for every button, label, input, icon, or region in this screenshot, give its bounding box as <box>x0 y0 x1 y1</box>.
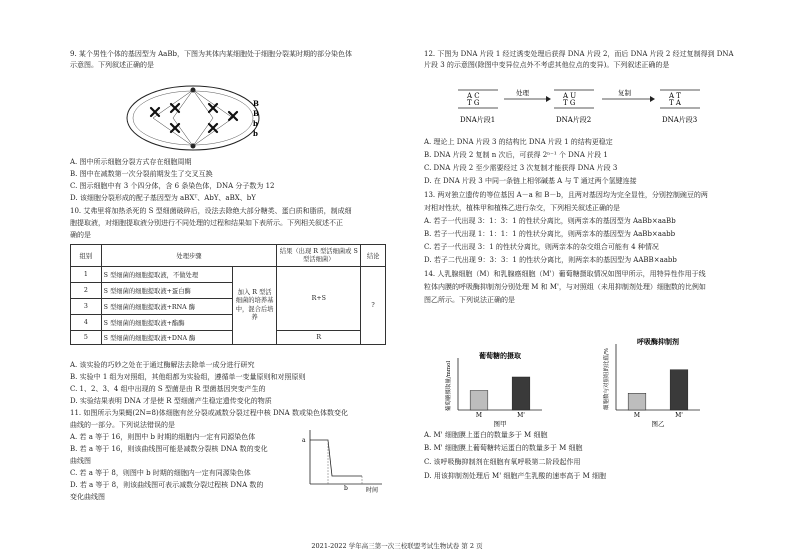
table-row-1-group: 1 <box>71 267 102 283</box>
seg3-label: DNA片段3 <box>662 116 698 124</box>
chart-respiratory-inhibitor <box>590 332 710 428</box>
bar-1 <box>470 391 488 411</box>
seg2-label: DNA片段2 <box>556 116 592 124</box>
page-footer: 2021-2022 学年高三第一次三校联盟考试生物试卷 第 2 页 <box>311 542 483 550</box>
q11-stem-2: 曲线的一部分。下列说法错误的是 <box>70 421 175 429</box>
q12-stem-2: 片段 3 的示意图(除图中变异位点外不考虑其他位点的变异)。下列叙述正确的是 <box>424 61 670 69</box>
q10-stem-2: 胞提取液，对细胞提取液分别进行不同处理的过程和结果如下表所示。下列相关叙述不正 <box>70 219 343 227</box>
q14-option-d: D. 用该抑制剂处理后 M' 细胞产生乳酸的速率高于 M 细胞 <box>424 472 606 480</box>
seg3-bottom: T A <box>669 99 681 107</box>
q12-stem: 12. 下图为 DNA 片段 1 经过诱变处理后获得 DNA 片段 2，而后 DNA 片段 2 经过复制得到 DNA <box>424 50 734 58</box>
q10-option-c: C. 1、2、3、4 组中出现的 S 型菌是由 R 型菌基因突变产生的 <box>70 385 266 393</box>
curve-label-a: a <box>302 437 306 444</box>
table-header-result: 结果（出现 R 型活细菌或 S 型活细菌） <box>277 245 361 267</box>
table-merged-step: 加入 R 型活细菌的培养基中，混合后培养 <box>232 267 277 345</box>
q13-option-b: B. 若子一代出现 1：1：1：1 的性状分离比，则两亲本的基因型为 AaBb×aabb <box>424 230 676 238</box>
q11-option-d: D. 若 a 等于 8，则该曲线图可表示减数分裂过程核 DNA 数的 <box>70 481 264 489</box>
q11-stem: 11. 如图所示为果蝇(2N=8)体细胞有丝分裂或减数分裂过程中核 DNA 数或染色体数变化 <box>70 409 348 417</box>
y-axis-label: 细胞数与对照组的比值/% <box>604 347 610 411</box>
q14-option-c: C. 该呼吸酶抑制剂在细胞有氧呼吸第二阶段起作用 <box>424 458 581 466</box>
seg3-top: A T <box>669 92 681 100</box>
x-tick-label-1: M <box>475 412 483 419</box>
table-row-2-step: S 型细菌的细胞提取液+蛋白酶 <box>101 283 232 299</box>
table-row-2-group: 2 <box>71 283 102 299</box>
q9-option-c: C. 图示细胞中有 3 个四分体，含 6 条染色体，DNA 分子数为 12 <box>70 182 275 190</box>
x-tick-label-1: M <box>633 412 641 419</box>
arrow-label-process: 处理 <box>516 89 529 97</box>
bar-1 <box>628 393 646 410</box>
label-b3: b <box>253 119 258 128</box>
bar-2 <box>670 370 688 410</box>
curve-label-time: 时间 <box>366 487 379 494</box>
q10-option-a: A. 该实验的巧妙之处在于通过酶解法去除单一成分进行研究 <box>70 361 255 369</box>
q14-stem: 14. 人乳腺细胞（M）和乳腺癌细胞（M'）葡萄糖摄取情况如图甲所示，用特异性作用于线 <box>424 270 706 278</box>
q10-option-d: D. 实验结果表明 DNA 才是使 R 型细菌产生稳定遗传变化的物质 <box>70 397 272 405</box>
chart-glucose-uptake <box>432 346 552 428</box>
q10-stem-3: 确的是 <box>70 231 91 239</box>
q9-stem-2: 示意图。下列叙述正确的是 <box>70 61 154 69</box>
chart-title: 呼吸酶抑制剂 <box>637 337 679 346</box>
x-tick-label-2: M' <box>675 412 683 419</box>
x-tick-label-2: M' <box>517 412 525 419</box>
q11-option-a: A. 若 a 等于 16，则图中 b 时期的细胞内一定有同源染色体 <box>70 433 256 441</box>
seg1-bottom: T G <box>467 99 480 107</box>
q12-option-d: D. 在 DNA 片段 3 中同一条链上相邻碱基 A 与 T 通过两个氢键连接 <box>424 177 637 185</box>
q11-curve-figure <box>298 426 388 494</box>
table-row-3-step: S 型细菌的细胞提取液+RNA 酶 <box>101 299 232 315</box>
table-row-3-group: 3 <box>71 299 102 315</box>
figure-label: 图乙 <box>651 420 665 428</box>
curve-label-b: b <box>344 485 348 492</box>
q11-option-b: B. 若 a 等于 16，则该曲线图可能是减数分裂核 DNA 数的变化 <box>70 445 268 453</box>
table-result-r: R <box>277 331 361 345</box>
q13-option-a: A. 若子一代出现 3：1：3：1 的性状分离比，则两亲本的基因型为 AaBb×aaBb <box>424 217 676 225</box>
chart-title: 葡萄糖的摄取 <box>479 351 521 360</box>
table-row-5-step: S 型细菌的细胞提取液+DNA 酶 <box>101 331 232 345</box>
q12-option-a: A. 理论上 DNA 片段 3 的结构比 DNA 片段 1 的结构更稳定 <box>424 138 613 146</box>
seg1-label: DNA片段1 <box>460 116 496 124</box>
table-row-4-step: S 型细菌的细胞提取液+酯酶 <box>101 315 232 331</box>
table-header-step: 处理步骤 <box>101 245 277 267</box>
label-b1: B <box>253 99 259 108</box>
q9-option-d: D. 该细胞分裂形成的配子基因型为 aBXᵀ、AbY、aBX、bY <box>70 194 256 202</box>
q11-option-b-cont: 曲线图 <box>70 457 91 465</box>
table-row-5-group: 5 <box>71 331 102 345</box>
q14-option-b: B. M' 细胞膜上葡萄糖转运蛋白的数量多于 M 细胞 <box>424 444 583 452</box>
q13-stem: 13. 两对独立遗传的等位基因 A－a 和 B－b，且两对基因均为完全显性，分别控制豌豆的两 <box>424 191 708 199</box>
table-header-group: 组别 <box>71 245 102 267</box>
seg1-top: A C <box>467 92 480 100</box>
table-header-conclusion: 结论 <box>361 245 386 267</box>
q11-option-d-cont: 变化曲线图 <box>70 493 105 501</box>
q12-option-c: C. DNA 片段 2 至少需要经过 3 次复制才能获得 DNA 片段 3 <box>424 164 618 172</box>
table-row-1-step: S 型细菌的细胞提取液，不做处理 <box>101 267 232 283</box>
y-axis-label: 葡萄糖摄取量/mmol <box>446 360 452 412</box>
q10-stem: 10. 艾弗里将加热杀死的 S 型细菌破碎后，设法去除绝大部分糖类、蛋白质和脂质，制成细 <box>70 207 352 215</box>
q9-stem: 9. 某个男性个体的基因型为 AaBb，下图为其体内某细胞处于细胞分裂某时期的部分染色体 <box>70 50 352 58</box>
seg2-bottom: T G <box>563 99 576 107</box>
q9-option-b: B. 图中在减数第一次分裂前期发生了交叉互换 <box>70 170 213 178</box>
table-row-4-group: 4 <box>71 315 102 331</box>
q14-option-a: A. M' 细胞膜上蛋白的数量多于 M 细胞 <box>424 431 548 439</box>
q14-stem-3: 图乙所示。下列说法正确的是 <box>424 296 515 304</box>
label-b2: B <box>253 109 259 118</box>
seg2-top: A U <box>563 92 577 100</box>
label-b4: b <box>253 129 258 138</box>
figure-label: 图甲 <box>493 420 507 428</box>
q10-option-b: B. 实验中 1 组为对照组，其他组都为实验组，遵循单一变量原则和对照原则 <box>70 373 306 381</box>
table-conclusion: ? <box>361 267 386 345</box>
q9-option-a: A. 图中所示细胞分裂方式存在细胞周期 <box>70 158 192 166</box>
q10-table <box>70 244 386 345</box>
cell-division-figure <box>123 78 273 158</box>
q13-stem-2: 对相对性状，植株甲和植株乙进行杂交，下列相关叙述正确的是 <box>424 204 620 212</box>
q14-stem-2: 粒体内膜的呼吸酶抑制剂分别处理 M 和 M'，与对照组（未用抑制剂处理）细胞数的比例如 <box>424 283 706 291</box>
arrow-label-replicate: 复制 <box>618 89 631 97</box>
dna-segments-figure <box>450 80 730 130</box>
q11-option-c: C. 若 a 等于 8，则图中 b 时期的细胞内一定有同源染色体 <box>70 469 251 477</box>
q13-option-c: C. 若子一代出现 3：1 的性状分离比，则两亲本的杂交组合可能有 4 种情况 <box>424 243 659 251</box>
q13-option-d: D. 若子二代出现 9：3：3：1 的性状分离比，则两亲本的基因型为 AABB×aabb <box>424 256 677 264</box>
table-result-rs: R+S <box>277 267 361 331</box>
bar-2 <box>512 377 530 410</box>
q12-option-b: B. DNA 片段 2 复制 n 次后，可获得 2ⁿ⁻¹ 个 DNA 片段 1 <box>424 151 608 159</box>
